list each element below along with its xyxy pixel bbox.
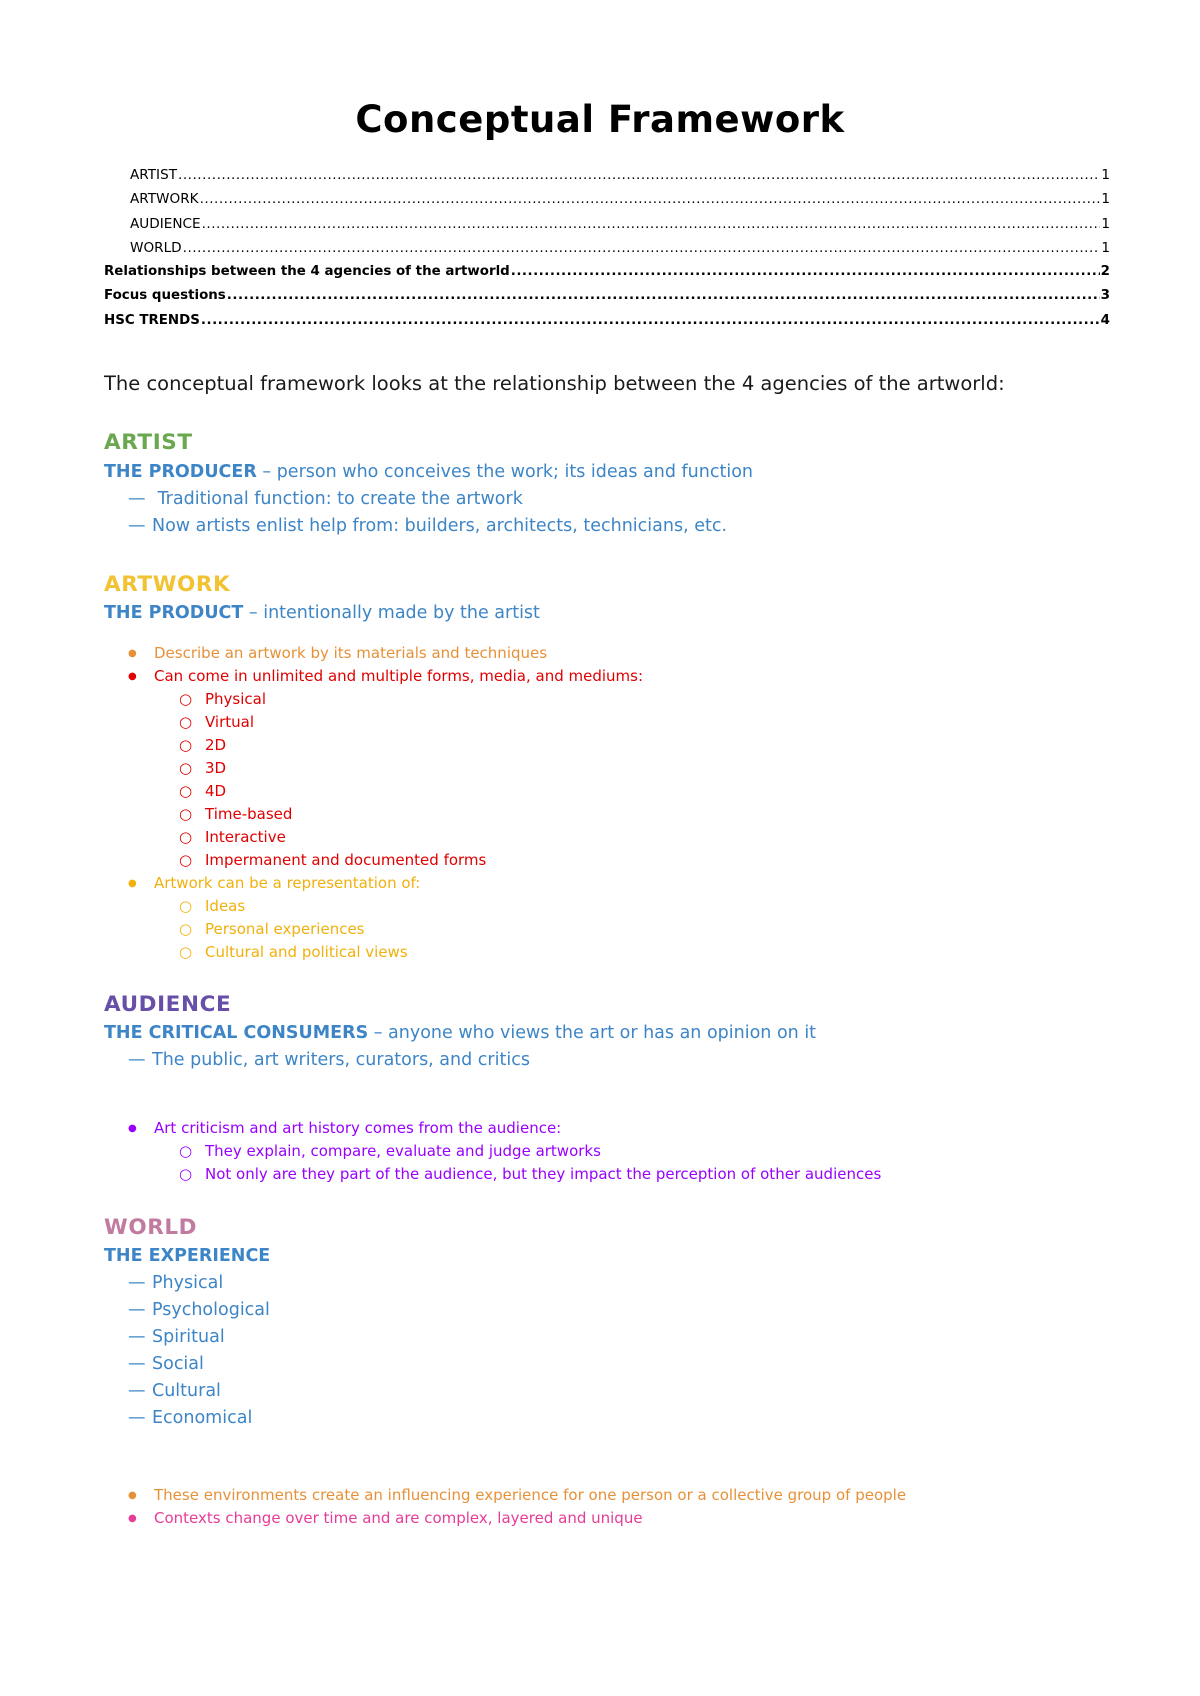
- table-of-contents: [104, 163, 1110, 333]
- world-dash-item: [128, 1300, 270, 1320]
- toc-entry-world[interactable]: [104, 236, 1110, 260]
- audience-bullet: [128, 1119, 561, 1137]
- artist-lead-bold: THE PRODUCER: [104, 462, 257, 482]
- artwork-representation-item: [179, 943, 408, 961]
- artwork-form-item: [179, 759, 226, 777]
- bullet-marker: ●: [128, 878, 137, 889]
- artwork-form-item: [179, 782, 226, 800]
- toc-leader: [227, 284, 1100, 308]
- artwork-bullet: [128, 644, 547, 662]
- toc-entry-artist[interactable]: [104, 163, 1110, 187]
- toc-leader: [200, 187, 1101, 211]
- sub-bullet-text: They explain, compare, evaluate and judge artworks: [205, 1142, 601, 1160]
- sub-bullet-text: Interactive: [205, 828, 286, 846]
- circle-marker: ○: [179, 782, 193, 800]
- dash-marker: —: [128, 1381, 146, 1401]
- circle-marker: ○: [179, 1142, 193, 1160]
- audience-heading: AUDIENCE: [104, 992, 232, 1017]
- bullet-text: Contexts change over time and are complex, layered and unique: [154, 1509, 643, 1527]
- dash-text: Traditional function: to create the artwork: [152, 489, 523, 509]
- dash-marker: —: [128, 489, 146, 509]
- circle-marker: ○: [179, 805, 193, 823]
- artwork-bullet: [128, 667, 643, 685]
- toc-leader: [178, 163, 1100, 187]
- circle-marker: ○: [179, 759, 193, 777]
- artwork-form-item: [179, 713, 254, 731]
- dash-marker: —: [128, 1408, 146, 1428]
- artwork-form-item: [179, 805, 292, 823]
- circle-marker: ○: [179, 943, 193, 961]
- circle-marker: ○: [179, 713, 193, 731]
- circle-marker: ○: [179, 897, 193, 915]
- audience-lead: [104, 1023, 816, 1043]
- toc-entry-audience[interactable]: [104, 212, 1110, 236]
- artwork-representation-item: [179, 920, 365, 938]
- circle-marker: ○: [179, 851, 193, 869]
- world-bullet: [128, 1486, 906, 1504]
- toc-label[interactable]: Relationships between the 4 agencies of the artworld: [104, 264, 510, 280]
- bullet-marker: ●: [128, 1513, 137, 1524]
- world-dash-item: [128, 1354, 204, 1374]
- sub-bullet-text: Ideas: [205, 897, 246, 915]
- bullet-marker: ●: [128, 1490, 137, 1501]
- toc-page: 4: [1100, 312, 1110, 328]
- artwork-form-item: [179, 851, 486, 869]
- bullet-marker: ●: [128, 1123, 137, 1134]
- dash-text: Economical: [152, 1408, 253, 1428]
- sub-bullet-text: Impermanent and documented forms: [205, 851, 487, 869]
- artwork-bullet: [128, 874, 420, 892]
- toc-label[interactable]: AUDIENCE: [130, 215, 201, 232]
- toc-page: 1: [1101, 215, 1110, 232]
- toc-leader: [202, 212, 1101, 236]
- bullet-text: Describe an artwork by its materials and techniques: [154, 644, 548, 662]
- dash-text: Social: [152, 1354, 204, 1374]
- toc-entry-relationships[interactable]: [104, 260, 1110, 284]
- artist-dash-item: [128, 489, 523, 509]
- toc-label[interactable]: ARTIST: [130, 167, 178, 183]
- bullet-text: These environments create an influencing experience for one person or a collective group of people: [154, 1486, 907, 1504]
- dash-text: Psychological: [152, 1300, 270, 1320]
- sub-bullet-text: 3D: [205, 759, 227, 777]
- bullet-marker: ●: [128, 648, 137, 659]
- artist-lead: [104, 462, 753, 482]
- document-title: Conceptual Framework: [355, 98, 845, 141]
- dash-marker: —: [128, 1050, 146, 1070]
- world-bullet: [128, 1509, 643, 1527]
- sub-bullet-text: Virtual: [205, 713, 255, 731]
- toc-entry-artwork[interactable]: [104, 187, 1110, 211]
- audience-sub-item: [179, 1142, 601, 1160]
- world-lead-bold: THE EXPERIENCE: [104, 1246, 271, 1266]
- toc-entry-hsc-trends[interactable]: [104, 309, 1110, 333]
- artist-heading: ARTIST: [104, 430, 193, 455]
- toc-page: 1: [1101, 191, 1110, 208]
- toc-label[interactable]: ARTWORK: [130, 191, 199, 208]
- bullet-text: Artwork can be a representation of:: [154, 874, 421, 892]
- circle-marker: ○: [179, 1165, 193, 1183]
- toc-label[interactable]: HSC TRENDS: [104, 312, 200, 328]
- toc-page: 3: [1100, 288, 1110, 304]
- world-dash-item: [128, 1273, 223, 1293]
- dash-marker: —: [128, 1327, 146, 1347]
- sub-bullet-text: 4D: [205, 782, 227, 800]
- bullet-marker: ●: [128, 671, 137, 682]
- dash-text: Cultural: [152, 1381, 221, 1401]
- circle-marker: ○: [179, 920, 193, 938]
- artist-dash-item: [128, 516, 727, 536]
- sub-bullet-text: Cultural and political views: [205, 943, 408, 961]
- audience-sub-item: [179, 1165, 881, 1183]
- artwork-lead-rest: – intentionally made by the artist: [243, 603, 540, 623]
- toc-leader: [201, 309, 1100, 333]
- artwork-representation-item: [179, 897, 245, 915]
- circle-marker: ○: [179, 828, 193, 846]
- bullet-text: Art criticism and art history comes from the audience:: [154, 1119, 562, 1137]
- world-dash-item: [128, 1408, 252, 1428]
- dash-text: Now artists enlist help from: builders, architects, technicians, etc.: [152, 516, 728, 536]
- dash-text: Physical: [152, 1273, 224, 1293]
- audience-dash-item: [128, 1050, 530, 1070]
- audience-lead-rest: – anyone who views the art or has an opinion on it: [368, 1023, 817, 1043]
- bullet-text: Can come in unlimited and multiple forms, media, and mediums:: [154, 667, 644, 685]
- sub-bullet-text: Physical: [205, 690, 267, 708]
- artwork-heading: ARTWORK: [104, 572, 231, 597]
- artwork-form-item: [179, 736, 226, 754]
- sub-bullet-text: Not only are they part of the audience, but they impact the perception of other audiences: [205, 1165, 882, 1183]
- world-dash-item: [128, 1327, 225, 1347]
- dash-marker: —: [128, 1354, 146, 1374]
- sub-bullet-text: Personal experiences: [205, 920, 365, 938]
- artwork-lead-bold: THE PRODUCT: [104, 603, 244, 623]
- toc-label[interactable]: WORLD: [130, 239, 182, 256]
- circle-marker: ○: [179, 736, 193, 754]
- toc-leader: [183, 236, 1101, 260]
- toc-label[interactable]: Focus questions: [104, 288, 226, 304]
- artwork-lead: [104, 603, 540, 623]
- artwork-form-item: [179, 828, 286, 846]
- world-lead: [104, 1246, 270, 1266]
- artist-lead-rest: – person who conceives the work; its ideas and function: [256, 462, 754, 482]
- artwork-form-item: [179, 690, 266, 708]
- dash-text: Spiritual: [152, 1327, 225, 1347]
- circle-marker: ○: [179, 690, 193, 708]
- world-dash-item: [128, 1381, 221, 1401]
- dash-marker: —: [128, 1300, 146, 1320]
- sub-bullet-text: Time-based: [205, 805, 293, 823]
- toc-page: 1: [1101, 239, 1110, 256]
- toc-entry-focus-questions[interactable]: [104, 284, 1110, 308]
- toc-page: 2: [1100, 264, 1110, 280]
- dash-marker: —: [128, 516, 146, 536]
- intro-paragraph: The conceptual framework looks at the relationship between the 4 agencies of the artworld:: [104, 372, 1005, 395]
- dash-marker: —: [128, 1273, 146, 1293]
- toc-page: 1: [1101, 167, 1110, 183]
- dash-text: The public, art writers, curators, and critics: [152, 1050, 530, 1070]
- audience-lead-bold: THE CRITICAL CONSUMERS: [104, 1023, 369, 1043]
- toc-leader: [511, 260, 1100, 284]
- world-heading: WORLD: [104, 1215, 198, 1240]
- sub-bullet-text: 2D: [205, 736, 227, 754]
